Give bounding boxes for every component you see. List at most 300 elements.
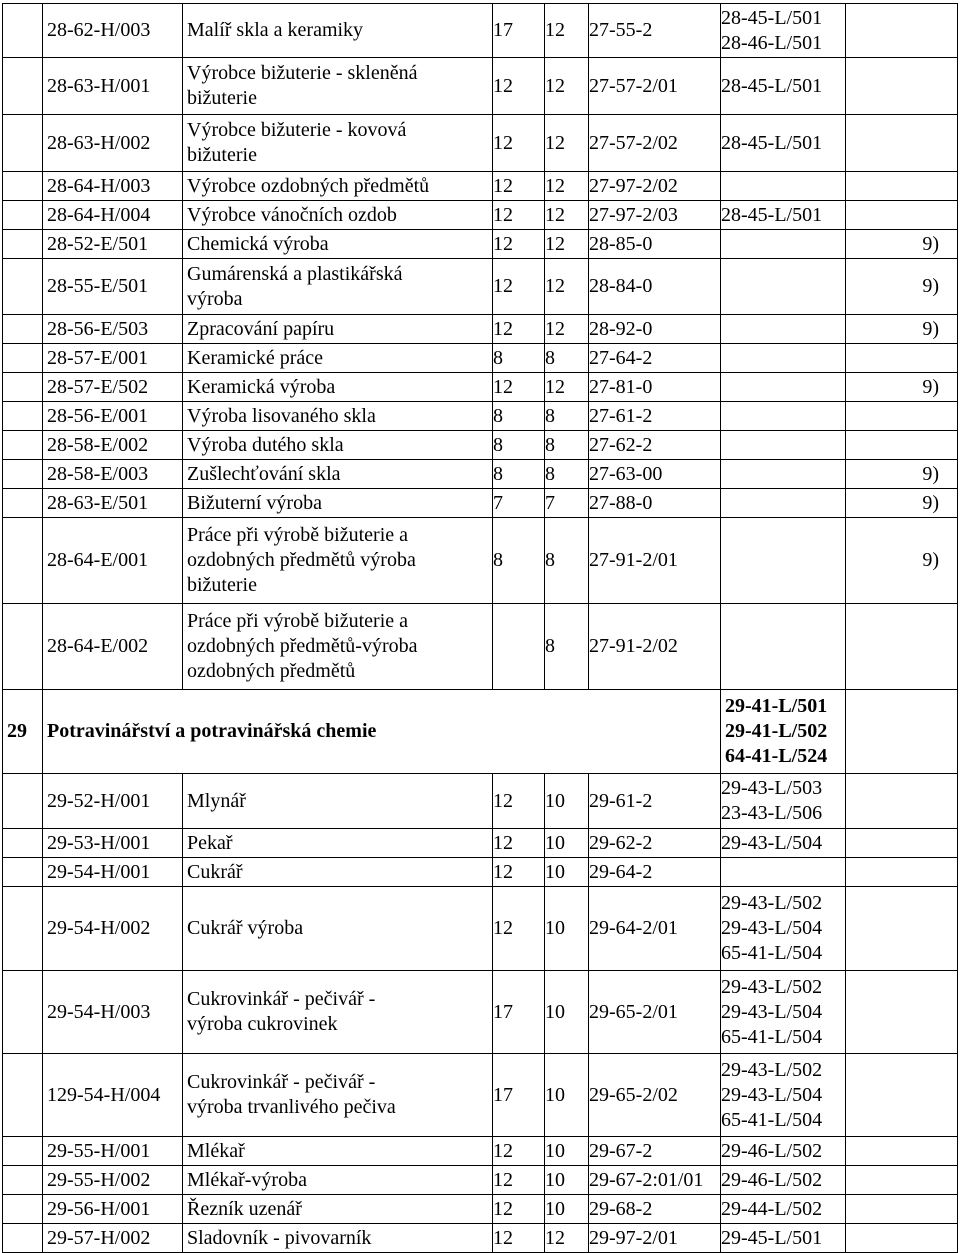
- row-spacer: [3, 230, 43, 259]
- program-code: 28-56-E/503: [43, 315, 183, 344]
- kkov-code: 29-67-2:01/01: [589, 1166, 721, 1195]
- section-follow-codes: [721, 690, 846, 774]
- row-spacer: [3, 431, 43, 460]
- table-row: [3, 315, 958, 344]
- table-row: [3, 431, 958, 460]
- program-name-line: bižuterie: [187, 87, 257, 109]
- duration-b: 12: [545, 115, 589, 172]
- section-follow-code: 29-41-L/501: [725, 695, 828, 717]
- table-row: [3, 344, 958, 373]
- table-row: [3, 172, 958, 201]
- duration-a: 12: [493, 1195, 545, 1224]
- table-row: [3, 604, 958, 690]
- program-name: [183, 460, 493, 489]
- duration-a: 17: [493, 1054, 545, 1137]
- program-name-line: Výroba lisovaného skla: [187, 404, 376, 427]
- duration-b: 10: [545, 887, 589, 971]
- program-name: [183, 489, 493, 518]
- footnote-ref: [846, 1224, 958, 1253]
- kkov-code: 27-64-2: [589, 344, 721, 373]
- program-name-line: Keramická výroba: [187, 375, 336, 398]
- duration-b: 8: [545, 518, 589, 604]
- program-name: [183, 858, 493, 887]
- footnote-ref: [846, 971, 958, 1054]
- follow-up-codes: [721, 774, 846, 829]
- follow-up-code: 28-45-L/501: [721, 6, 823, 29]
- duration-a: 8: [493, 460, 545, 489]
- follow-up-code: 29-43-L/504: [721, 1083, 823, 1106]
- follow-up-codes: [721, 1195, 846, 1224]
- program-name-line: Malíř skla a keramiky: [187, 19, 364, 41]
- duration-a: 12: [493, 887, 545, 971]
- program-name: [183, 259, 493, 315]
- duration-a: 12: [493, 58, 545, 115]
- kkov-code: 29-61-2: [589, 774, 721, 829]
- program-code: 28-63-E/501: [43, 489, 183, 518]
- program-name-line: bižuterie: [187, 574, 257, 596]
- program-name-line: výroba trvanlivého pečiva: [187, 1096, 396, 1118]
- duration-b: 12: [545, 373, 589, 402]
- table-row: [3, 774, 958, 829]
- program-name-line: Výroba dutého skla: [187, 433, 344, 456]
- program-name: [183, 887, 493, 971]
- follow-up-codes: [721, 115, 846, 172]
- duration-a: 8: [493, 402, 545, 431]
- kkov-code: 29-62-2: [589, 829, 721, 858]
- program-code: 29-54-H/003: [43, 971, 183, 1054]
- duration-b: 12: [545, 172, 589, 201]
- duration-a: 12: [493, 858, 545, 887]
- row-spacer: [3, 971, 43, 1054]
- duration-b: 8: [545, 431, 589, 460]
- follow-up-code: 29-43-L/503: [721, 777, 823, 799]
- program-name: [183, 604, 493, 690]
- table-body-29: [3, 774, 958, 1253]
- row-spacer: [3, 774, 43, 829]
- row-spacer: [3, 1054, 43, 1137]
- follow-up-codes: [721, 1054, 846, 1137]
- follow-up-code: 29-43-L/504: [721, 1000, 823, 1023]
- duration-b: 8: [545, 460, 589, 489]
- table-row: [3, 1195, 958, 1224]
- footnote-ref: [846, 58, 958, 115]
- kkov-code: 28-84-0: [589, 259, 721, 315]
- duration-b: 10: [545, 1054, 589, 1137]
- row-spacer: [3, 604, 43, 690]
- row-spacer: [3, 172, 43, 201]
- program-code: 29-55-H/001: [43, 1137, 183, 1166]
- program-name-line: Cukrovinkář - pečivář -: [187, 1071, 376, 1093]
- table-row: [3, 402, 958, 431]
- row-spacer: [3, 1166, 43, 1195]
- program-code: 29-55-H/002: [43, 1166, 183, 1195]
- table-row: [3, 201, 958, 230]
- duration-b: 10: [545, 774, 589, 829]
- duration-a: 17: [493, 4, 545, 58]
- section-follow-code: 64-41-L/524: [725, 745, 828, 767]
- duration-b: 8: [545, 604, 589, 690]
- table-row: [3, 829, 958, 858]
- duration-a: 8: [493, 431, 545, 460]
- program-name: [183, 1224, 493, 1253]
- follow-up-codes: [721, 201, 846, 230]
- duration-b: 8: [545, 402, 589, 431]
- section-follow-code: 29-41-L/502: [725, 720, 828, 742]
- follow-up-code: 29-44-L/502: [721, 1197, 823, 1220]
- section-title: Potravinářství a potravinářská chemie: [43, 690, 721, 774]
- row-spacer: [3, 460, 43, 489]
- row-spacer: [3, 887, 43, 971]
- duration-b: 10: [545, 1166, 589, 1195]
- program-name-line: Cukrář výroba: [187, 917, 304, 939]
- kkov-code: 29-65-2/01: [589, 971, 721, 1054]
- row-spacer: [3, 373, 43, 402]
- table-body-28: [3, 4, 958, 690]
- program-name-line: Mlékař-výroba: [187, 1168, 307, 1191]
- footnote-ref: [846, 115, 958, 172]
- program-code: 28-52-E/501: [43, 230, 183, 259]
- program-name: [183, 829, 493, 858]
- program-code: 29-53-H/001: [43, 829, 183, 858]
- duration-a: 12: [493, 172, 545, 201]
- program-code: 28-55-E/501: [43, 259, 183, 315]
- footnote-ref: 9): [846, 518, 958, 604]
- kkov-code: 27-61-2: [589, 402, 721, 431]
- row-spacer: [3, 58, 43, 115]
- program-name-line: ozdobných předmětů-výroba: [187, 635, 418, 657]
- footnote-ref: 9): [846, 315, 958, 344]
- program-code: 28-58-E/002: [43, 431, 183, 460]
- follow-up-code: 28-45-L/501: [721, 203, 823, 226]
- program-code: 28-57-E/001: [43, 344, 183, 373]
- duration-a: 12: [493, 201, 545, 230]
- row-spacer: [3, 1195, 43, 1224]
- kkov-code: 27-62-2: [589, 431, 721, 460]
- program-code: 28-63-H/001: [43, 58, 183, 115]
- row-spacer: [3, 4, 43, 58]
- kkov-code: 28-92-0: [589, 315, 721, 344]
- program-name-line: bižuterie: [187, 144, 257, 166]
- duration-b: 12: [545, 58, 589, 115]
- kkov-code: 27-88-0: [589, 489, 721, 518]
- kkov-code: 29-65-2/02: [589, 1054, 721, 1137]
- program-name-line: Zušlechťování skla: [187, 462, 341, 485]
- duration-b: 7: [545, 489, 589, 518]
- table-row: [3, 1166, 958, 1195]
- program-code: 28-64-E/001: [43, 518, 183, 604]
- table-row: [3, 518, 958, 604]
- follow-up-code: 29-43-L/504: [721, 831, 823, 854]
- follow-up-code: 29-46-L/502: [721, 1139, 823, 1162]
- kkov-code: 27-81-0: [589, 373, 721, 402]
- follow-up-code: 23-43-L/506: [721, 802, 823, 824]
- program-code: 29-54-H/002: [43, 887, 183, 971]
- program-name-line: ozdobných předmětů: [187, 660, 356, 682]
- footnote-ref: [846, 4, 958, 58]
- kkov-code: 27-97-2/02: [589, 172, 721, 201]
- section-note: [846, 690, 958, 774]
- footnote-ref: [846, 201, 958, 230]
- program-name: [183, 172, 493, 201]
- row-spacer: [3, 489, 43, 518]
- program-code: 29-56-H/001: [43, 1195, 183, 1224]
- table-row: [3, 887, 958, 971]
- program-name: [183, 373, 493, 402]
- footnote-ref: [846, 829, 958, 858]
- kkov-code: 27-55-2: [589, 4, 721, 58]
- program-code: 29-57-H/002: [43, 1224, 183, 1253]
- kkov-code: 28-85-0: [589, 230, 721, 259]
- program-code: 28-64-H/003: [43, 172, 183, 201]
- program-name-line: Práce při výrobě bižuterie a: [187, 610, 409, 632]
- program-name: [183, 518, 493, 604]
- row-spacer: [3, 518, 43, 604]
- follow-up-code: 29-43-L/502: [721, 975, 823, 998]
- follow-up-codes: [721, 344, 846, 373]
- duration-a: 12: [493, 774, 545, 829]
- follow-up-codes: [721, 1166, 846, 1195]
- program-name-line: výroba cukrovinek: [187, 1013, 338, 1035]
- follow-up-codes: [721, 858, 846, 887]
- program-name: [183, 230, 493, 259]
- program-name-line: Řezník uzenář: [187, 1197, 302, 1220]
- footnote-ref: [846, 402, 958, 431]
- table-row: [3, 858, 958, 887]
- program-name-line: Mlékař: [187, 1139, 245, 1162]
- duration-a: 12: [493, 829, 545, 858]
- footnote-ref: [846, 431, 958, 460]
- program-code: 28-57-E/502: [43, 373, 183, 402]
- program-name: [183, 1195, 493, 1224]
- follow-up-codes: [721, 402, 846, 431]
- program-name: [183, 58, 493, 115]
- duration-b: 10: [545, 1195, 589, 1224]
- table-row: [3, 1137, 958, 1166]
- program-name-line: výroba: [187, 287, 243, 310]
- program-name-line: Cukrář: [187, 860, 243, 883]
- row-spacer: [3, 259, 43, 315]
- duration-a: 8: [493, 344, 545, 373]
- row-spacer: [3, 402, 43, 431]
- follow-up-codes: [721, 373, 846, 402]
- table-row: [3, 115, 958, 172]
- follow-up-codes: [721, 259, 846, 315]
- study-programs-table: [2, 3, 958, 1253]
- program-name-line: Chemická výroba: [187, 232, 329, 255]
- follow-up-codes: [721, 1137, 846, 1166]
- table-row: [3, 373, 958, 402]
- duration-b: 12: [545, 315, 589, 344]
- program-code: 28-62-H/003: [43, 4, 183, 58]
- footnote-ref: 9): [846, 489, 958, 518]
- program-name: [183, 115, 493, 172]
- duration-a: 12: [493, 230, 545, 259]
- row-spacer: [3, 201, 43, 230]
- program-name: [183, 201, 493, 230]
- follow-up-codes: [721, 230, 846, 259]
- footnote-ref: 9): [846, 230, 958, 259]
- program-name-line: Pekař: [187, 831, 233, 854]
- follow-up-codes: [721, 829, 846, 858]
- duration-b: 10: [545, 829, 589, 858]
- row-spacer: [3, 858, 43, 887]
- follow-up-code: 65-41-L/504: [721, 942, 823, 964]
- table-row: [3, 460, 958, 489]
- program-name-line: Sladovník - pivovarník: [187, 1226, 372, 1249]
- footnote-ref: [846, 604, 958, 690]
- duration-b: 12: [545, 259, 589, 315]
- program-code: 28-56-E/001: [43, 402, 183, 431]
- row-spacer: [3, 344, 43, 373]
- duration-b: 12: [545, 201, 589, 230]
- table-row: [3, 58, 958, 115]
- row-spacer: [3, 1137, 43, 1166]
- duration-b: 12: [545, 230, 589, 259]
- duration-a: 12: [493, 115, 545, 172]
- kkov-code: 29-67-2: [589, 1137, 721, 1166]
- follow-up-code: 65-41-L/504: [721, 1108, 823, 1131]
- table-row: [3, 1054, 958, 1137]
- follow-up-code: 29-46-L/502: [721, 1168, 823, 1191]
- program-name: [183, 4, 493, 58]
- duration-a: 8: [493, 518, 545, 604]
- follow-up-codes: [721, 518, 846, 604]
- kkov-code: 27-57-2/02: [589, 115, 721, 172]
- follow-up-codes: [721, 887, 846, 971]
- program-name-line: Výrobce bižuterie - kovová: [187, 119, 407, 141]
- follow-up-codes: [721, 172, 846, 201]
- program-name: [183, 315, 493, 344]
- follow-up-codes: [721, 460, 846, 489]
- program-name: [183, 344, 493, 373]
- duration-b: 8: [545, 344, 589, 373]
- footnote-ref: [846, 344, 958, 373]
- program-name: [183, 402, 493, 431]
- row-spacer: [3, 315, 43, 344]
- program-name-line: Výrobce bižuterie - skleněná: [187, 62, 418, 84]
- follow-up-code: 29-43-L/502: [721, 1058, 823, 1081]
- duration-a: 17: [493, 971, 545, 1054]
- footnote-ref: 9): [846, 373, 958, 402]
- program-name-line: ozdobných předmětů výroba: [187, 549, 416, 571]
- follow-up-code: 28-45-L/501: [721, 74, 823, 97]
- program-code: 29-54-H/001: [43, 858, 183, 887]
- duration-a: 7: [493, 489, 545, 518]
- follow-up-codes: [721, 971, 846, 1054]
- program-name: [183, 971, 493, 1054]
- program-name-line: Bižuterní výroba: [187, 491, 322, 514]
- duration-a: 12: [493, 259, 545, 315]
- program-name: [183, 1054, 493, 1137]
- footnote-ref: [846, 858, 958, 887]
- footnote-ref: [846, 172, 958, 201]
- kkov-code: 27-63-00: [589, 460, 721, 489]
- follow-up-code: 28-45-L/501: [721, 131, 823, 154]
- row-spacer: [3, 115, 43, 172]
- program-code: 28-64-H/004: [43, 201, 183, 230]
- program-code: 28-63-H/002: [43, 115, 183, 172]
- duration-a: 12: [493, 373, 545, 402]
- follow-up-codes: [721, 431, 846, 460]
- kkov-code: 29-68-2: [589, 1195, 721, 1224]
- follow-up-codes: [721, 489, 846, 518]
- kkov-code: 27-91-2/02: [589, 604, 721, 690]
- program-name-line: Zpracování papíru: [187, 317, 335, 340]
- footnote-ref: 9): [846, 460, 958, 489]
- table-row: [3, 489, 958, 518]
- table-row: [3, 230, 958, 259]
- program-name-line: Cukrovinkář - pečivář -: [187, 988, 376, 1010]
- program-code: 29-52-H/001: [43, 774, 183, 829]
- program-name: [183, 1166, 493, 1195]
- program-name-line: Výrobce vánočních ozdob: [187, 203, 397, 226]
- program-name-line: Práce při výrobě bižuterie a: [187, 524, 409, 546]
- follow-up-codes: [721, 58, 846, 115]
- footnote-ref: [846, 1054, 958, 1137]
- duration-b: 10: [545, 1137, 589, 1166]
- program-code: 28-64-E/002: [43, 604, 183, 690]
- follow-up-code: 29-45-L/501: [721, 1226, 823, 1249]
- duration-a: [493, 604, 545, 690]
- follow-up-code: 29-43-L/502: [721, 892, 823, 914]
- program-name-line: Mlynář: [187, 789, 246, 812]
- section-29: [3, 690, 958, 774]
- footnote-ref: [846, 774, 958, 829]
- follow-up-codes: [721, 4, 846, 58]
- duration-a: 12: [493, 315, 545, 344]
- kkov-code: 27-91-2/01: [589, 518, 721, 604]
- kkov-code: 29-97-2/01: [589, 1224, 721, 1253]
- duration-a: 12: [493, 1224, 545, 1253]
- program-name-line: Výrobce ozdobných předmětů: [187, 174, 430, 197]
- program-name: [183, 431, 493, 460]
- program-code: 129-54-H/004: [43, 1054, 183, 1137]
- follow-up-code: 29-43-L/504: [721, 917, 823, 939]
- follow-up-code: 65-41-L/504: [721, 1025, 823, 1048]
- footnote-ref: [846, 1195, 958, 1224]
- duration-b: 10: [545, 971, 589, 1054]
- follow-up-code: 28-46-L/501: [721, 31, 823, 54]
- program-name-line: Keramické práce: [187, 346, 324, 369]
- row-spacer: [3, 1224, 43, 1253]
- program-name: [183, 1137, 493, 1166]
- footnote-ref: [846, 887, 958, 971]
- table-row: [3, 1224, 958, 1253]
- duration-b: 12: [545, 1224, 589, 1253]
- row-spacer: [3, 829, 43, 858]
- program-name: [183, 774, 493, 829]
- duration-b: 12: [545, 4, 589, 58]
- follow-up-codes: [721, 604, 846, 690]
- table-row: [3, 4, 958, 58]
- footnote-ref: 9): [846, 259, 958, 315]
- section-header-row: [3, 690, 958, 774]
- footnote-ref: [846, 1137, 958, 1166]
- table-row: [3, 971, 958, 1054]
- program-code: 28-58-E/003: [43, 460, 183, 489]
- duration-a: 12: [493, 1166, 545, 1195]
- kkov-code: 29-64-2: [589, 858, 721, 887]
- kkov-code: 29-64-2/01: [589, 887, 721, 971]
- section-number: 29: [3, 690, 43, 774]
- kkov-code: 27-57-2/01: [589, 58, 721, 115]
- follow-up-codes: [721, 315, 846, 344]
- kkov-code: 27-97-2/03: [589, 201, 721, 230]
- follow-up-codes: [721, 1224, 846, 1253]
- duration-a: 12: [493, 1137, 545, 1166]
- program-name-line: Gumárenská a plastikářská: [187, 262, 403, 285]
- footnote-ref: [846, 1166, 958, 1195]
